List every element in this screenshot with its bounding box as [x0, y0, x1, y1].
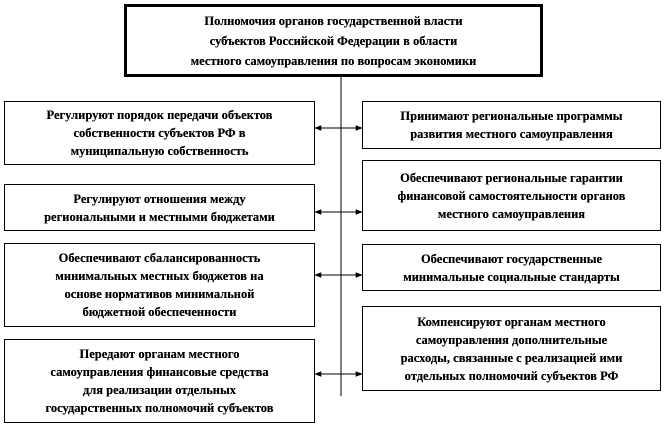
- box-text-line: Принимают региональные программы: [400, 109, 623, 123]
- title-box: [124, 4, 543, 77]
- box-text-line: Обеспечивают государственные: [420, 251, 603, 266]
- box-text-line: расходы, связанные с реализацией ими: [400, 350, 623, 365]
- box-text-line: Обеспечивают региональные гарантии: [400, 170, 623, 185]
- box-text-line: для реализации отдельных: [82, 383, 237, 397]
- left-box-budget-relations: [4, 184, 315, 231]
- title-line: Полномочия органов государственной власти: [204, 13, 463, 28]
- title-line: местного самоуправления по вопросам экономики: [190, 53, 477, 68]
- box-text-line: основе нормативов минимальной: [64, 287, 255, 301]
- box-text-line: Обеспечивают сбалансированность: [58, 251, 261, 265]
- left-box-transfer-funds: [4, 339, 315, 423]
- box-text-line: муниципальную собственность: [70, 144, 249, 158]
- box-text-line: Передают органам местного: [79, 347, 240, 361]
- box-text-line: минимальных местных бюджетов на: [55, 269, 264, 283]
- right-box-compensate-expenses: [362, 306, 661, 391]
- right-box-financial-guarantees: [362, 160, 661, 231]
- box-text-line: местного самоуправления: [437, 206, 586, 221]
- box-text-line: Компенсируют органам местного: [417, 314, 606, 329]
- box-text-line: отдельных полномочий субъектов РФ: [404, 368, 619, 383]
- box-text-line: собственности субъектов РФ в: [73, 126, 246, 140]
- box-text-line: бюджетной обеспеченности: [82, 305, 237, 319]
- box-text-line: государственных полномочий субъектов: [45, 401, 274, 415]
- title-line: субъектов Российской Федерации в области: [209, 33, 458, 48]
- box-text-line: финансовой самостоятельности органов: [397, 188, 626, 203]
- left-box-balanced-budgets: [4, 243, 315, 327]
- left-box-property-transfer: [4, 101, 315, 165]
- box-text-line: региональными и местными бюджетами: [44, 209, 275, 224]
- right-box-regional-programs: [362, 101, 661, 149]
- box-text-line: Регулируют порядок передачи объектов: [46, 108, 273, 122]
- box-text-line: Регулируют отношения между: [73, 191, 246, 206]
- box-text-line: развития местного самоуправления: [410, 127, 613, 141]
- box-text-line: самоуправления дополнительные: [415, 332, 608, 347]
- right-box-social-standards: [362, 244, 661, 291]
- box-text-line: минимальные социальные стандарты: [403, 269, 620, 284]
- box-text-line: самоуправления финансовые средства: [50, 365, 269, 379]
